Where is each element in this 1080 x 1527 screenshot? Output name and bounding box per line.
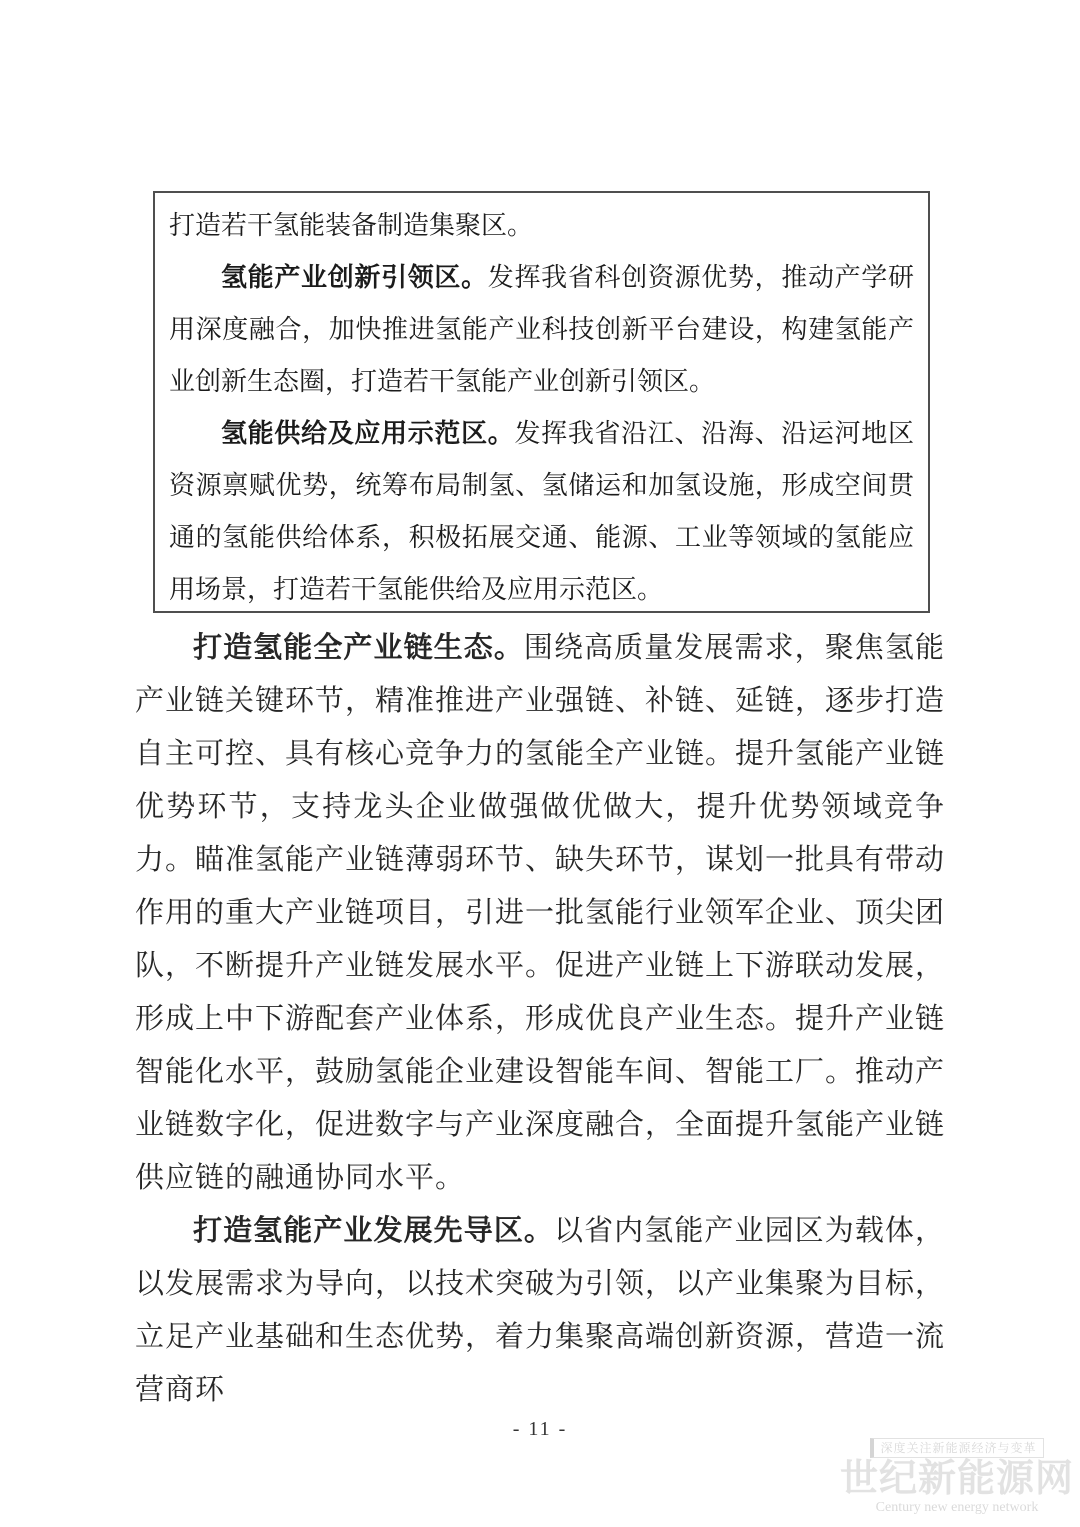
- callout-text: 打造若干氢能装备制造集聚区。: [169, 210, 534, 240]
- callout-paragraph: [169, 199, 914, 251]
- body-text: [135, 622, 945, 1417]
- body-paragraph: [135, 1205, 945, 1417]
- callout-paragraph: [169, 407, 914, 615]
- watermark-subtitle: Century new energy network: [875, 1500, 1039, 1515]
- watermark-tagline: 深度关注新能源经济与变革: [870, 1438, 1043, 1458]
- body-paragraph-text: 以省内氢能产业园区为载体，以发展需求为导向，以技术突破为引领，以产业集聚为目标，立足产业基础和生态优势，着力集聚高端创新资源，营造一流营商环: [135, 1215, 946, 1406]
- callout-paragraph: [169, 251, 914, 407]
- callout-box: [153, 191, 930, 613]
- body-paragraph-text: 围绕高质量发展需求，聚焦氢能产业链关键环节，精准推进产业强链、补链、延链，逐步打造自主可控、具有核心竞争力的氢能全产业链。提升氢能产业链优势环节，支持龙头企业做强做优做大，提升优势领域竞争力。瞄准氢能产业链薄弱环节、缺失环节，谋划一批具有带动作用的重大产业链项目，引进一批氢能行业领军企业、顶尖团队，不断提升产业链发展水平。促进产业链上下游联动发展，形成上中下游配套产业体系，形成优良产业生态。提升产业链智能化水平，鼓励氢能企业建设智能车间、智能工厂。推动产业链数字化，促进数字与产业深度融合，全面提升氢能产业链供应链的融通协同水平。: [135, 632, 946, 1194]
- page-number: - 11 -: [512, 1418, 568, 1440]
- watermark: [836, 1438, 1078, 1516]
- body-paragraph: [135, 622, 945, 1205]
- body-paragraph-lead: 打造氢能产业发展先导区。: [193, 1215, 554, 1247]
- callout-lead: 氢能供给及应用示范区。: [221, 418, 515, 448]
- callout-text: 发挥我省沿江、沿海、沿运河地区资源禀赋优势，统筹布局制氢、氢储运和加氢设施，形成空间贯通的氢能供给体系，积极拓展交通、能源、工业等领域的氢能应用场景，打造若干氢能供给及应用示范区。: [169, 418, 914, 604]
- watermark-title: 世纪新能源网: [839, 1458, 1074, 1500]
- callout-lead: 氢能产业创新引领区。: [221, 262, 488, 292]
- body-paragraph-lead: 打造氢能全产业链生态。: [193, 632, 524, 664]
- callout-text: 发挥我省科创资源优势，推动产学研用深度融合，加快推进氢能产业科技创新平台建设，构建氢能产业创新生态圈，打造若干氢能产业创新引领区。: [169, 262, 914, 396]
